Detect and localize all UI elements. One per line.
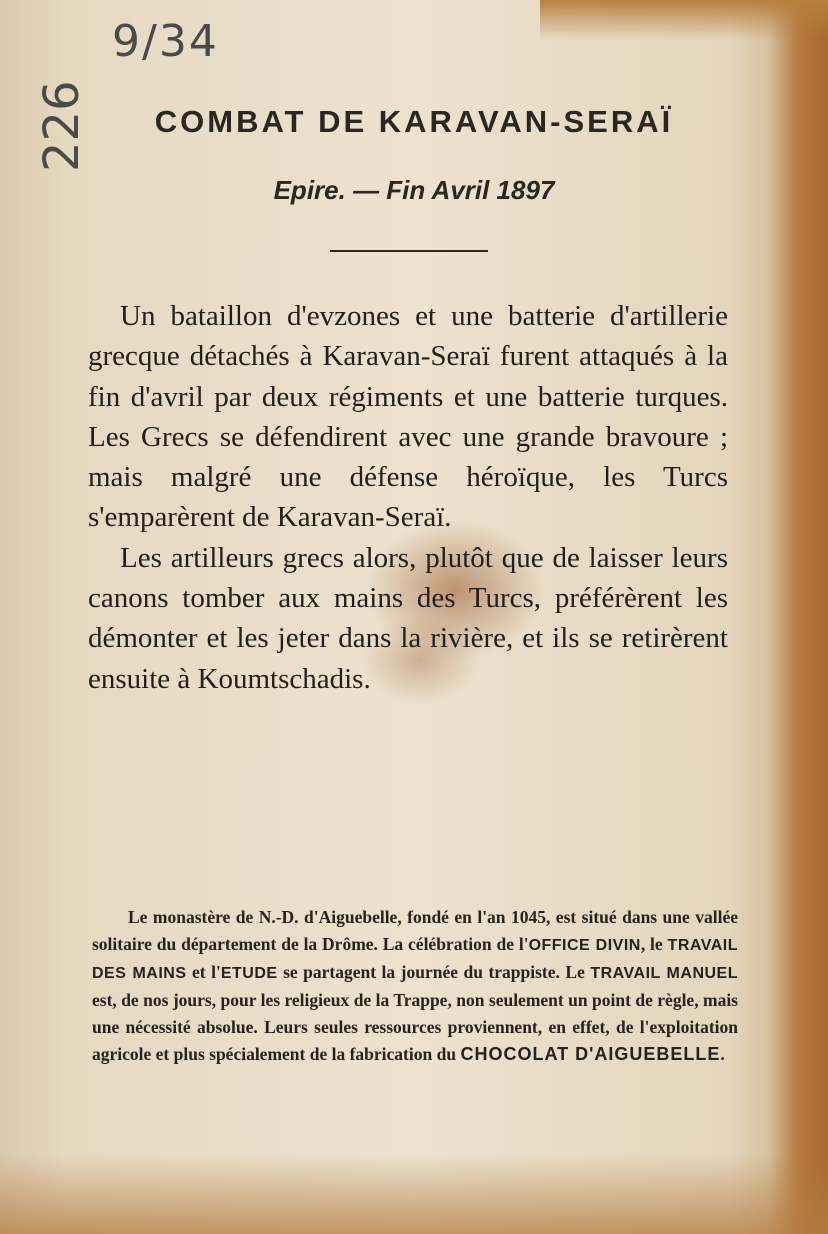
notice-brand: CHOCOLAT D'AIGUEBELLE <box>460 1044 721 1064</box>
notice-etude: ETUDE <box>220 965 278 982</box>
pencil-annotation-top: 9/34 <box>112 16 219 67</box>
notice-travail-des-mains: TRAVAIL DES MAINS <box>92 937 738 982</box>
notice-text: , le <box>640 934 668 954</box>
notice-text: est, de nos jours, pour les religieux de la Trappe, non seulement un point de règle, mais une nécessité absolue. Leurs seules ressources proviennent, en effet, de l'exploitation agricole et plus spécialement de la fabrication du <box>92 990 738 1064</box>
story-paragraph-1: Un bataillon d'evzones et une batterie d'artillerie grecque détachés à Karavan-Seraï furent attaqués à la fin d'avril par deux régiments et une batterie turques. Les Grecs se défendirent avec une grande bravoure ; mais malgré une défense héroïque, les Turcs s'emparèrent de Karavan-Seraï. <box>88 300 728 534</box>
title-divider <box>330 250 488 252</box>
notice-travail-manuel: TRAVAIL MANUEL <box>590 965 738 982</box>
story-paragraph-2: Les artilleurs grecs alors, plutôt que de laisser leurs canons tomber aux mains des Turcs, préférèrent les démonter et les jeter dans la rivière, et ils se retirèrent ensuite à Koumtschadis. <box>88 541 728 695</box>
paper-corner-stain <box>540 0 828 40</box>
notice-text: . <box>720 1044 725 1064</box>
aiguebelle-notice <box>92 904 738 1068</box>
notice-text: se partagent la journée du trappiste. Le <box>277 962 591 982</box>
card-subtitle: Epire. — Fin Avril 1897 <box>273 175 555 205</box>
pencil-annotation-side: 226 <box>34 80 90 172</box>
notice-paragraph <box>92 904 738 1068</box>
card-title: COMBAT DE KARAVAN-SERAÏ <box>154 104 674 139</box>
paper-bottom-stain <box>0 1154 828 1234</box>
story-text <box>88 296 728 699</box>
notice-text: Le monastère de N.-D. d'Aiguebelle, fondé en l'an 1045, est situé dans une vallée solitaire du département de la Drôme. La célébration de l' <box>92 907 738 954</box>
notice-office-divin: OFFICE DIVIN <box>528 937 641 954</box>
notice-text: et l' <box>186 962 221 982</box>
